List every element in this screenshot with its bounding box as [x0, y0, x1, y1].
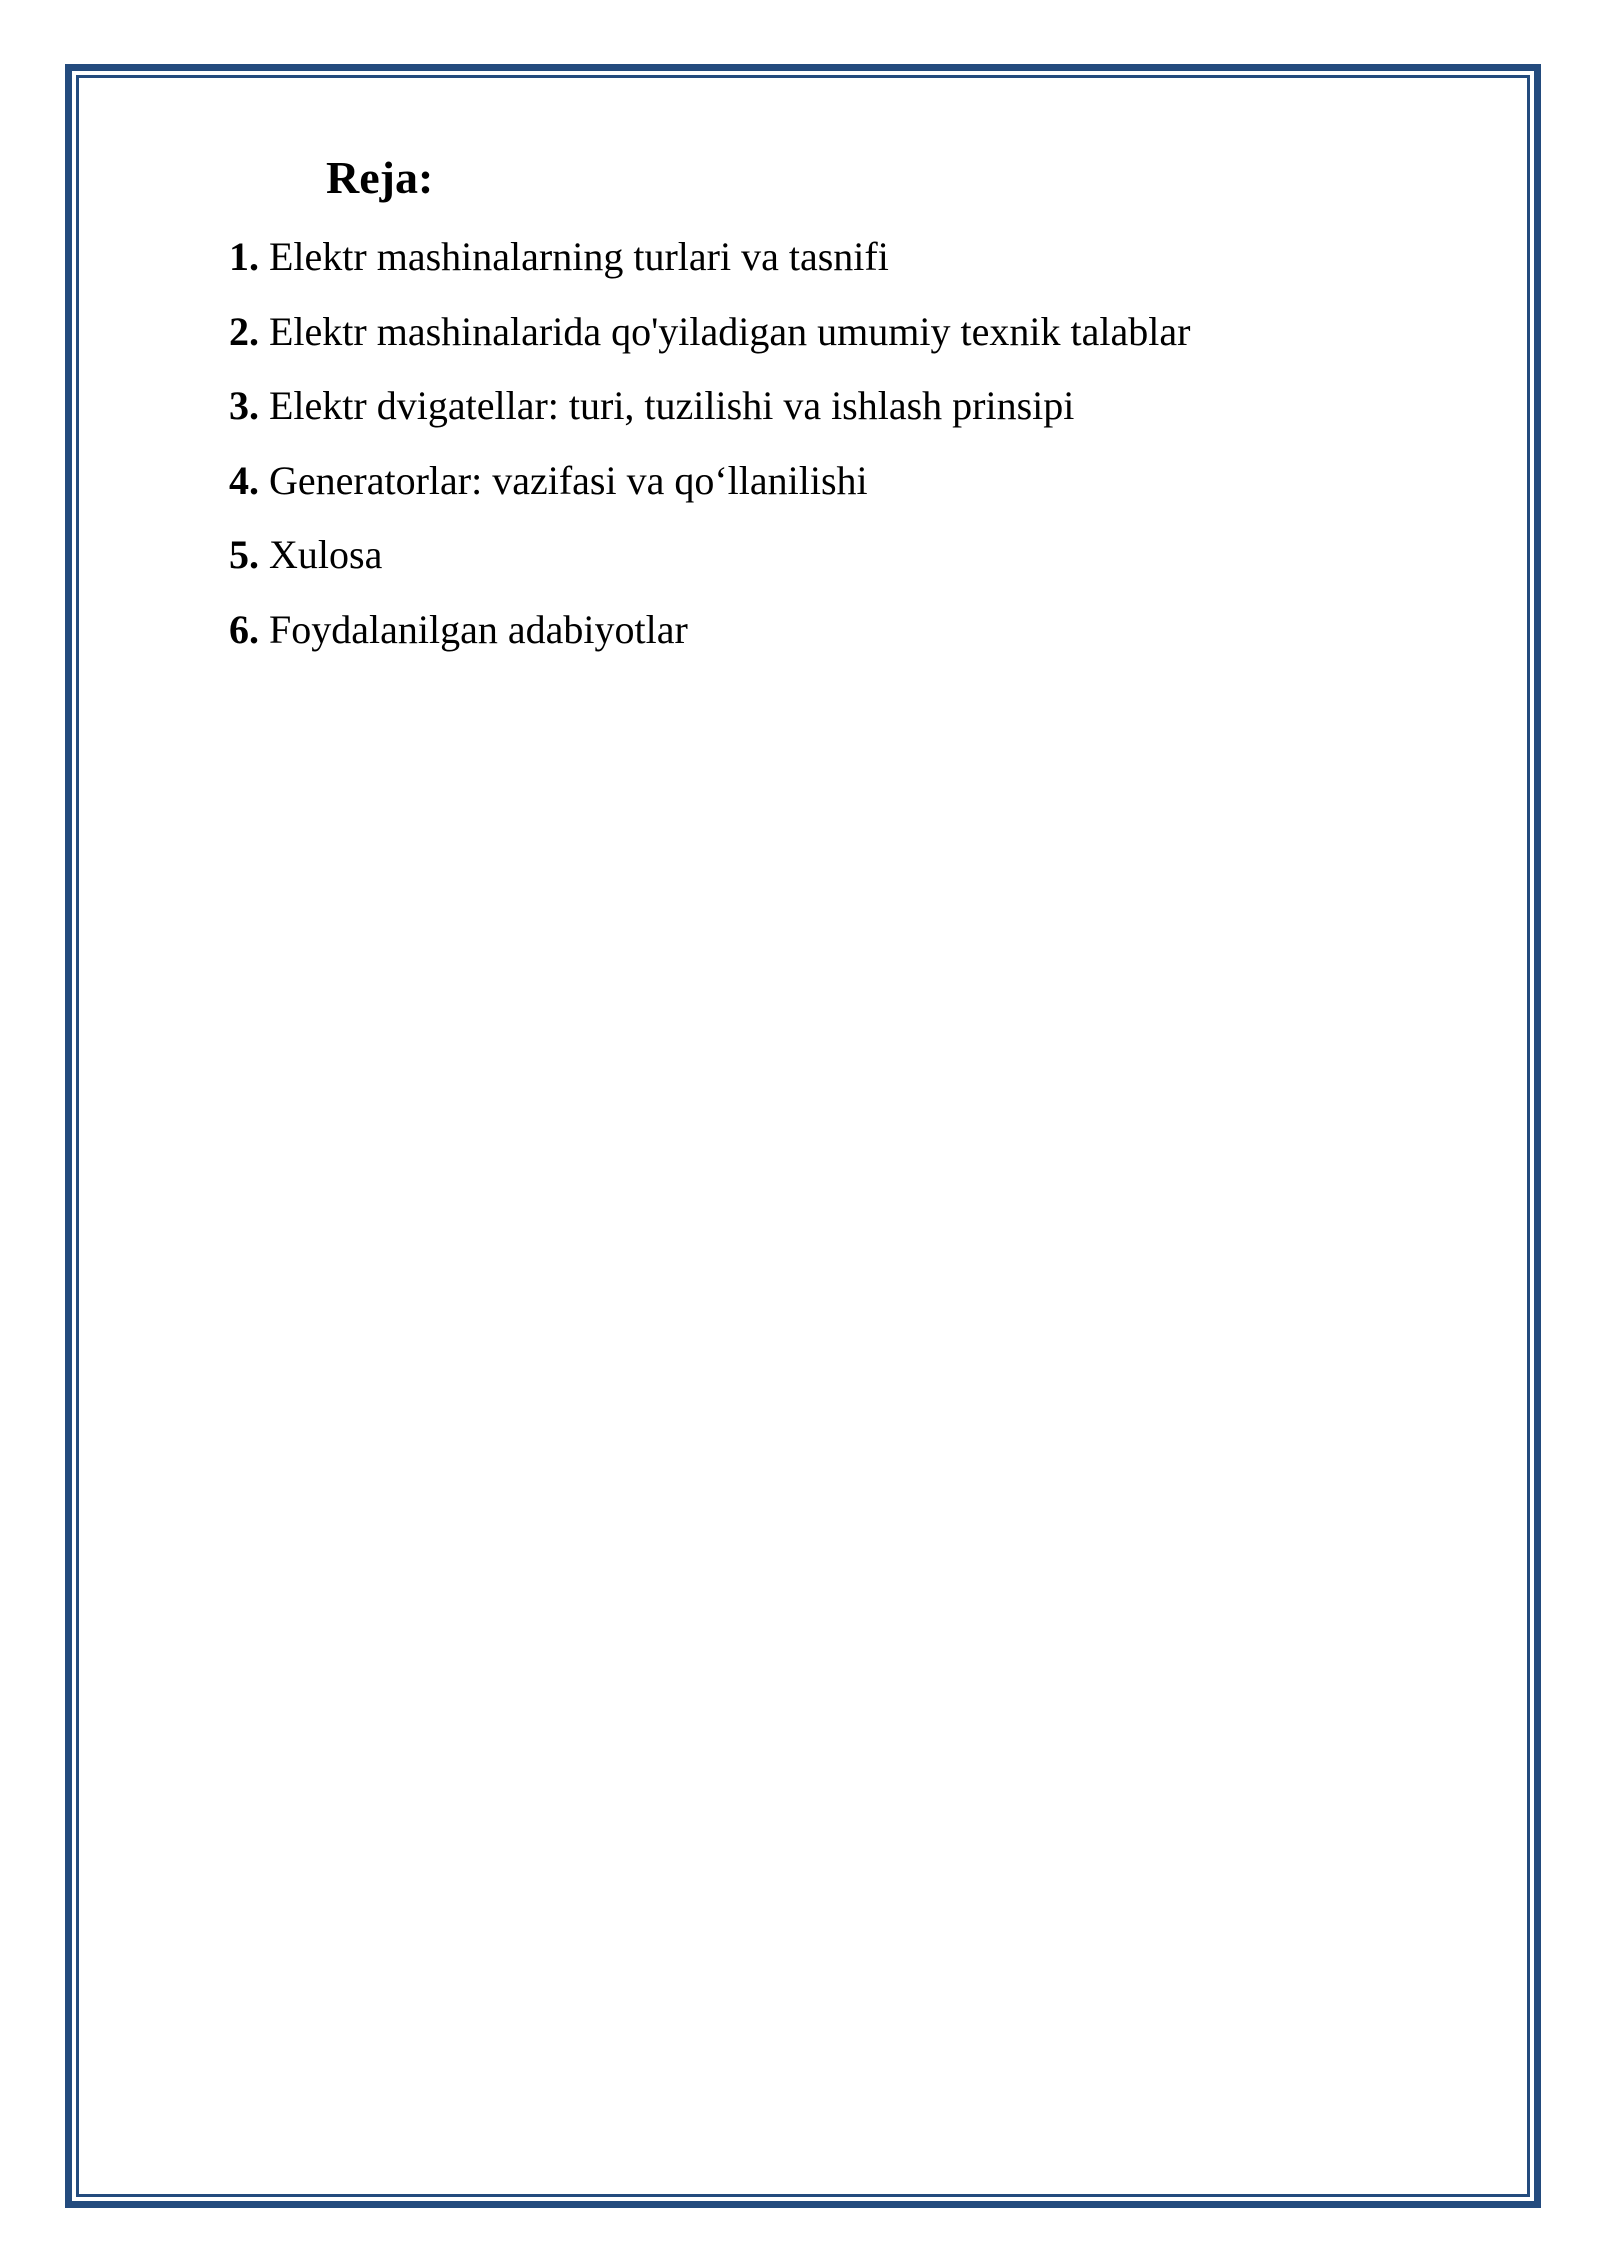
list-item — [229, 532, 1190, 607]
list-item-text: Foydalanilgan adabiyotlar — [269, 606, 688, 652]
list-item-number: 3. — [229, 383, 259, 428]
list-item-number: 2. — [229, 308, 259, 354]
list-item — [229, 309, 1190, 384]
list-item-number: 4. — [229, 457, 259, 503]
list-item — [229, 383, 1190, 458]
page-title: Reja: — [326, 152, 434, 203]
list-item-text: Generatorlar: vazifasi va qo‘llanilishi — [269, 457, 868, 503]
list-item-number: 1. — [229, 234, 259, 279]
list-item — [229, 607, 1190, 682]
list-item-text: Elektr dvigatellar: turi, tuzilishi va ishlash prinsipi — [269, 383, 1075, 428]
list-item-number: 6. — [229, 606, 259, 652]
list-item-number: 5. — [229, 532, 259, 577]
list-item-text: Xulosa — [269, 532, 383, 577]
list-item — [229, 234, 1190, 309]
list-item-text: Elektr mashinalarning turlari va tasnifi — [269, 234, 889, 279]
list-item — [229, 458, 1190, 533]
list-item-text: Elektr mashinalarida qo'yiladigan umumiy texnik talablar — [269, 308, 1191, 354]
plan-list — [229, 234, 1190, 681]
